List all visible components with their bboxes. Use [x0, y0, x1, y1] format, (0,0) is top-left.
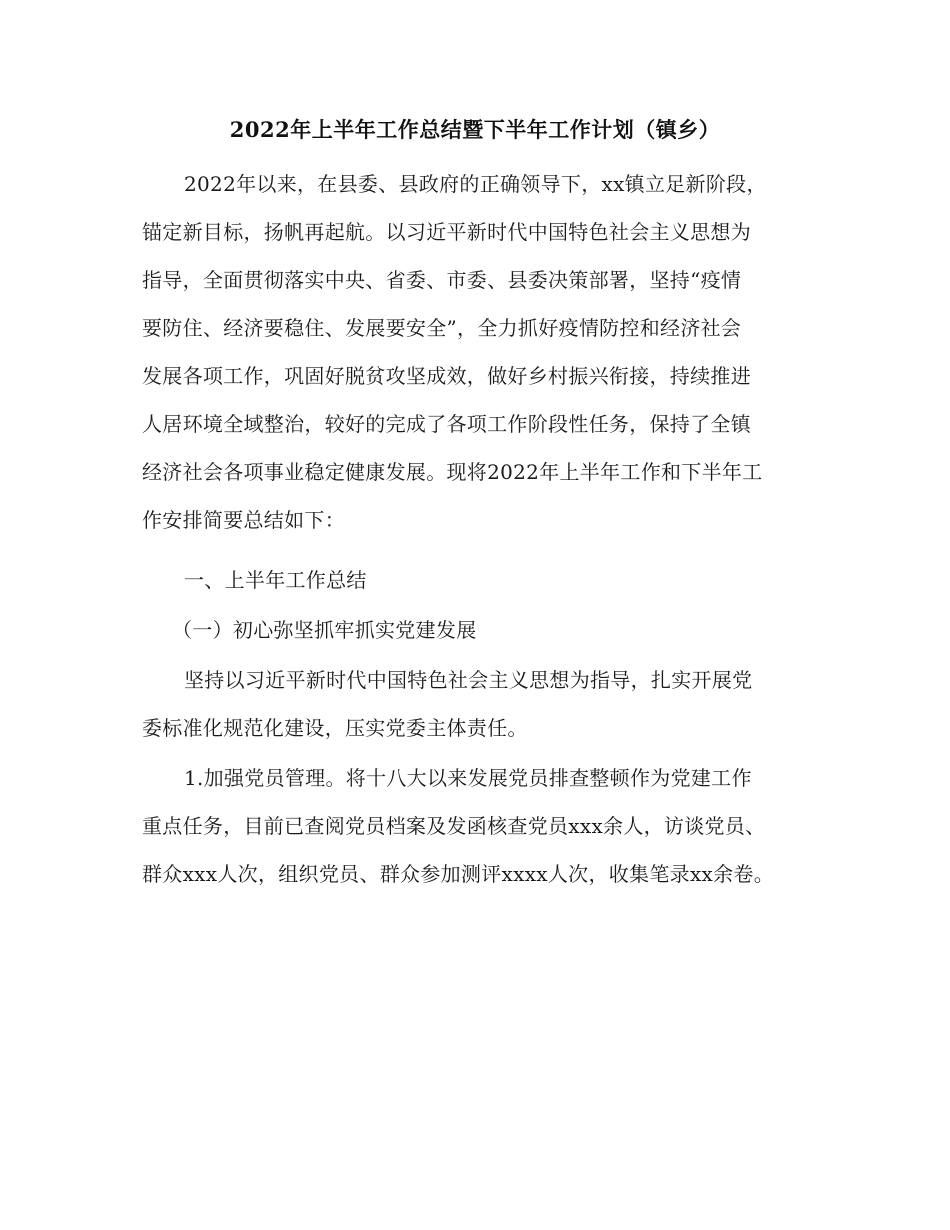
paragraph-line: 经济社会各项事业稳定健康发展。现将2022年上半年工作和下半年工: [142, 460, 763, 484]
paragraph-line: 群众xxx人次，组织党员、群众参加测评xxxx人次，收集笔录xx余卷。: [142, 862, 775, 886]
paragraph-line: 作安排简要总结如下：: [142, 508, 345, 532]
paragraph-line: 人居环境全域整治，较好的完成了各项工作阶段性任务，保持了全镇: [142, 412, 751, 436]
paragraph-line: 锚定新目标，扬帆再起航。以习近平新时代中国特色社会主义思想为: [142, 220, 751, 244]
paragraph-line: 要防住、经济要稳住、发展要安全”，全力抓好疫情防控和经济社会: [142, 316, 742, 340]
paragraph-line: 重点任务，目前已查阅党员档案及发函核查党员xxx余人，访谈党员、: [142, 814, 766, 838]
paragraph-line: 发展各项工作，巩固好脱贫攻坚成效，做好乡村振兴衔接，持续推进: [142, 364, 751, 388]
paragraph-line: 坚持以习近平新时代中国特色社会主义思想为指导，扎实开展党: [184, 668, 753, 692]
paragraph-line: 1.加强党员管理。将十八大以来发展党员排查整顿作为党建工作: [184, 766, 752, 790]
document-title: 2022年上半年工作总结暨下半年工作计划（镇乡）: [229, 117, 721, 142]
section-heading: 一、上半年工作总结: [184, 568, 367, 592]
paragraph-line: 2022年以来，在县委、县政府的正确领导下，xx镇立足新阶段，: [184, 172, 767, 196]
paragraph-line: 指导，全面贯彻落实中央、省委、市委、县委决策部署，坚持“疫情: [142, 268, 742, 292]
subsection-heading: （一）初心弥坚抓牢抓实党建发展: [172, 618, 477, 642]
paragraph-line: 委标准化规范化建设，压实党委主体责任。: [142, 716, 528, 740]
